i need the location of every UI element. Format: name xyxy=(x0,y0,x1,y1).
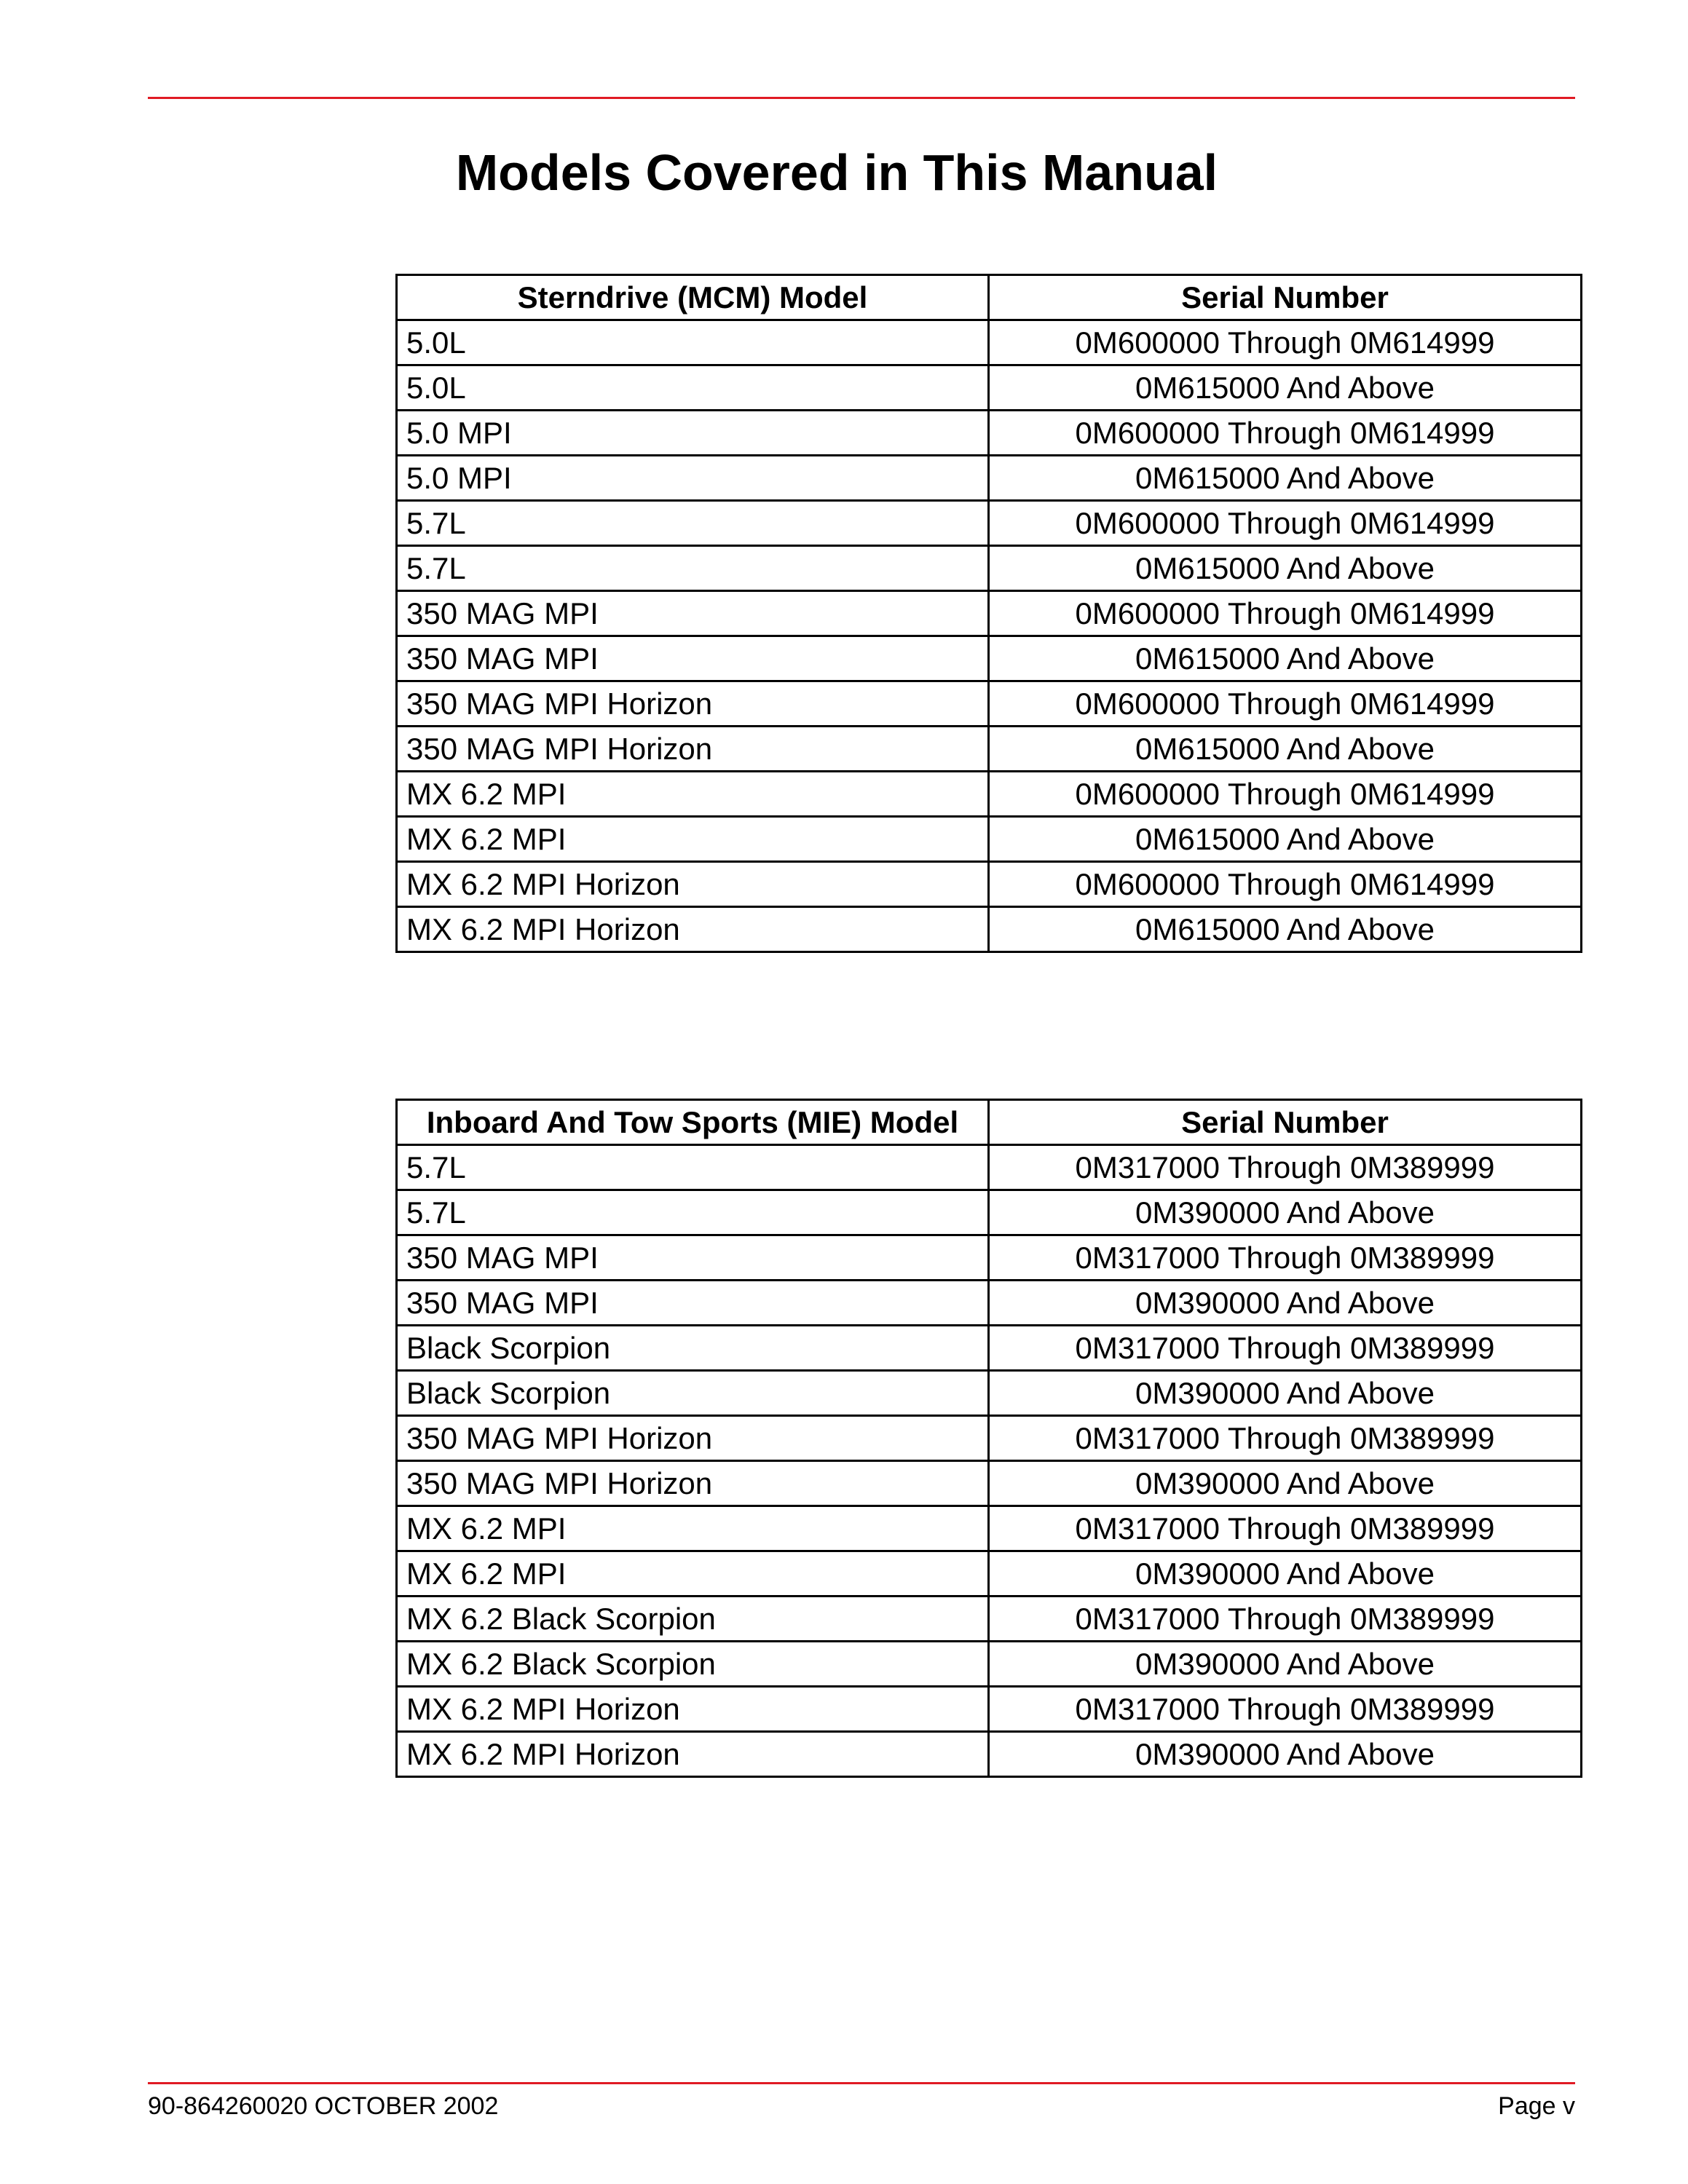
table-row xyxy=(397,1687,1582,1732)
model-cell: MX 6.2 Black Scorpion xyxy=(397,1597,989,1642)
inboard-table-body xyxy=(397,1145,1582,1777)
serial-number-cell: 0M317000 Through 0M389999 xyxy=(989,1416,1582,1461)
model-cell: 5.7L xyxy=(397,1190,989,1235)
serial-number-cell: 0M317000 Through 0M389999 xyxy=(989,1506,1582,1551)
model-cell: 350 MAG MPI Horizon xyxy=(397,1461,989,1506)
table-row xyxy=(397,1732,1582,1777)
table-row xyxy=(397,1281,1582,1326)
model-cell: MX 6.2 MPI Horizon xyxy=(397,1687,989,1732)
table-row xyxy=(397,320,1582,365)
model-cell: MX 6.2 MPI xyxy=(397,1506,989,1551)
table-row xyxy=(397,546,1582,591)
table-row xyxy=(397,1235,1582,1281)
serial-number-cell: 0M615000 And Above xyxy=(989,727,1582,772)
table-row xyxy=(397,727,1582,772)
model-cell: MX 6.2 MPI Horizon xyxy=(397,1732,989,1777)
model-cell: MX 6.2 MPI xyxy=(397,817,989,862)
serial-number-cell: 0M600000 Through 0M614999 xyxy=(989,411,1582,456)
sterndrive-models-table xyxy=(395,274,1582,953)
table-row xyxy=(397,636,1582,681)
table-row xyxy=(397,456,1582,501)
serial-number-cell: 0M615000 And Above xyxy=(989,636,1582,681)
model-column-header: Sterndrive (MCM) Model xyxy=(397,275,989,320)
model-cell: MX 6.2 Black Scorpion xyxy=(397,1642,989,1687)
serial-number-cell: 0M600000 Through 0M614999 xyxy=(989,681,1582,727)
model-cell: 350 MAG MPI xyxy=(397,591,989,636)
serial-number-cell: 0M615000 And Above xyxy=(989,456,1582,501)
table-row xyxy=(397,1551,1582,1597)
serial-number-cell: 0M390000 And Above xyxy=(989,1371,1582,1416)
model-cell: 5.0L xyxy=(397,320,989,365)
page-number: Page v xyxy=(1498,2092,1575,2120)
inboard-models-table xyxy=(395,1099,1582,1778)
serial-number-cell: 0M317000 Through 0M389999 xyxy=(989,1235,1582,1281)
model-cell: 350 MAG MPI Horizon xyxy=(397,727,989,772)
model-cell: Black Scorpion xyxy=(397,1371,989,1416)
table-row xyxy=(397,907,1582,952)
model-cell: MX 6.2 MPI Horizon xyxy=(397,862,989,907)
model-cell: 5.0 MPI xyxy=(397,411,989,456)
model-cell: MX 6.2 MPI xyxy=(397,1551,989,1597)
model-cell: 350 MAG MPI Horizon xyxy=(397,1416,989,1461)
table-row xyxy=(397,1416,1582,1461)
serial-number-cell: 0M317000 Through 0M389999 xyxy=(989,1687,1582,1732)
serial-column-header: Serial Number xyxy=(989,1100,1582,1145)
model-cell: 5.7L xyxy=(397,501,989,546)
serial-number-cell: 0M600000 Through 0M614999 xyxy=(989,320,1582,365)
table-row xyxy=(397,1326,1582,1371)
model-cell: 350 MAG MPI xyxy=(397,636,989,681)
table-row xyxy=(397,365,1582,411)
serial-column-header: Serial Number xyxy=(989,275,1582,320)
model-cell: 5.7L xyxy=(397,1145,989,1190)
table-row xyxy=(397,1461,1582,1506)
serial-number-cell: 0M390000 And Above xyxy=(989,1732,1582,1777)
serial-number-cell: 0M390000 And Above xyxy=(989,1190,1582,1235)
table-row xyxy=(397,1597,1582,1642)
serial-number-cell: 0M615000 And Above xyxy=(989,817,1582,862)
serial-number-cell: 0M390000 And Above xyxy=(989,1461,1582,1506)
table-row xyxy=(397,1190,1582,1235)
model-cell: 5.0 MPI xyxy=(397,456,989,501)
model-cell: Black Scorpion xyxy=(397,1326,989,1371)
serial-number-cell: 0M600000 Through 0M614999 xyxy=(989,772,1582,817)
serial-number-cell: 0M390000 And Above xyxy=(989,1642,1582,1687)
table-header-row xyxy=(397,1100,1582,1145)
serial-number-cell: 0M317000 Through 0M389999 xyxy=(989,1145,1582,1190)
serial-number-cell: 0M600000 Through 0M614999 xyxy=(989,862,1582,907)
model-cell: 5.7L xyxy=(397,546,989,591)
model-cell: 350 MAG MPI xyxy=(397,1235,989,1281)
model-cell: 350 MAG MPI Horizon xyxy=(397,681,989,727)
table-row xyxy=(397,817,1582,862)
table-row xyxy=(397,1371,1582,1416)
model-cell: 350 MAG MPI xyxy=(397,1281,989,1326)
serial-number-cell: 0M317000 Through 0M389999 xyxy=(989,1597,1582,1642)
top-red-rule xyxy=(148,97,1575,99)
table-row xyxy=(397,411,1582,456)
table-row xyxy=(397,772,1582,817)
table-row xyxy=(397,591,1582,636)
table-row xyxy=(397,501,1582,546)
table-header-row xyxy=(397,275,1582,320)
bottom-red-rule xyxy=(148,2082,1575,2084)
document-number-date: 90-864260020 OCTOBER 2002 xyxy=(148,2092,499,2120)
model-column-header: Inboard And Tow Sports (MIE) Model xyxy=(397,1100,989,1145)
model-cell: MX 6.2 MPI xyxy=(397,772,989,817)
table-row xyxy=(397,681,1582,727)
serial-number-cell: 0M600000 Through 0M614999 xyxy=(989,501,1582,546)
model-cell: 5.0L xyxy=(397,365,989,411)
sterndrive-table-body xyxy=(397,320,1582,952)
model-cell: MX 6.2 MPI Horizon xyxy=(397,907,989,952)
table-row xyxy=(397,1642,1582,1687)
table-row xyxy=(397,1506,1582,1551)
table-row xyxy=(397,862,1582,907)
serial-number-cell: 0M615000 And Above xyxy=(989,365,1582,411)
page-title: Models Covered in This Manual xyxy=(455,143,1218,201)
serial-number-cell: 0M390000 And Above xyxy=(989,1551,1582,1597)
serial-number-cell: 0M615000 And Above xyxy=(989,907,1582,952)
serial-number-cell: 0M600000 Through 0M614999 xyxy=(989,591,1582,636)
serial-number-cell: 0M390000 And Above xyxy=(989,1281,1582,1326)
serial-number-cell: 0M615000 And Above xyxy=(989,546,1582,591)
table-row xyxy=(397,1145,1582,1190)
serial-number-cell: 0M317000 Through 0M389999 xyxy=(989,1326,1582,1371)
